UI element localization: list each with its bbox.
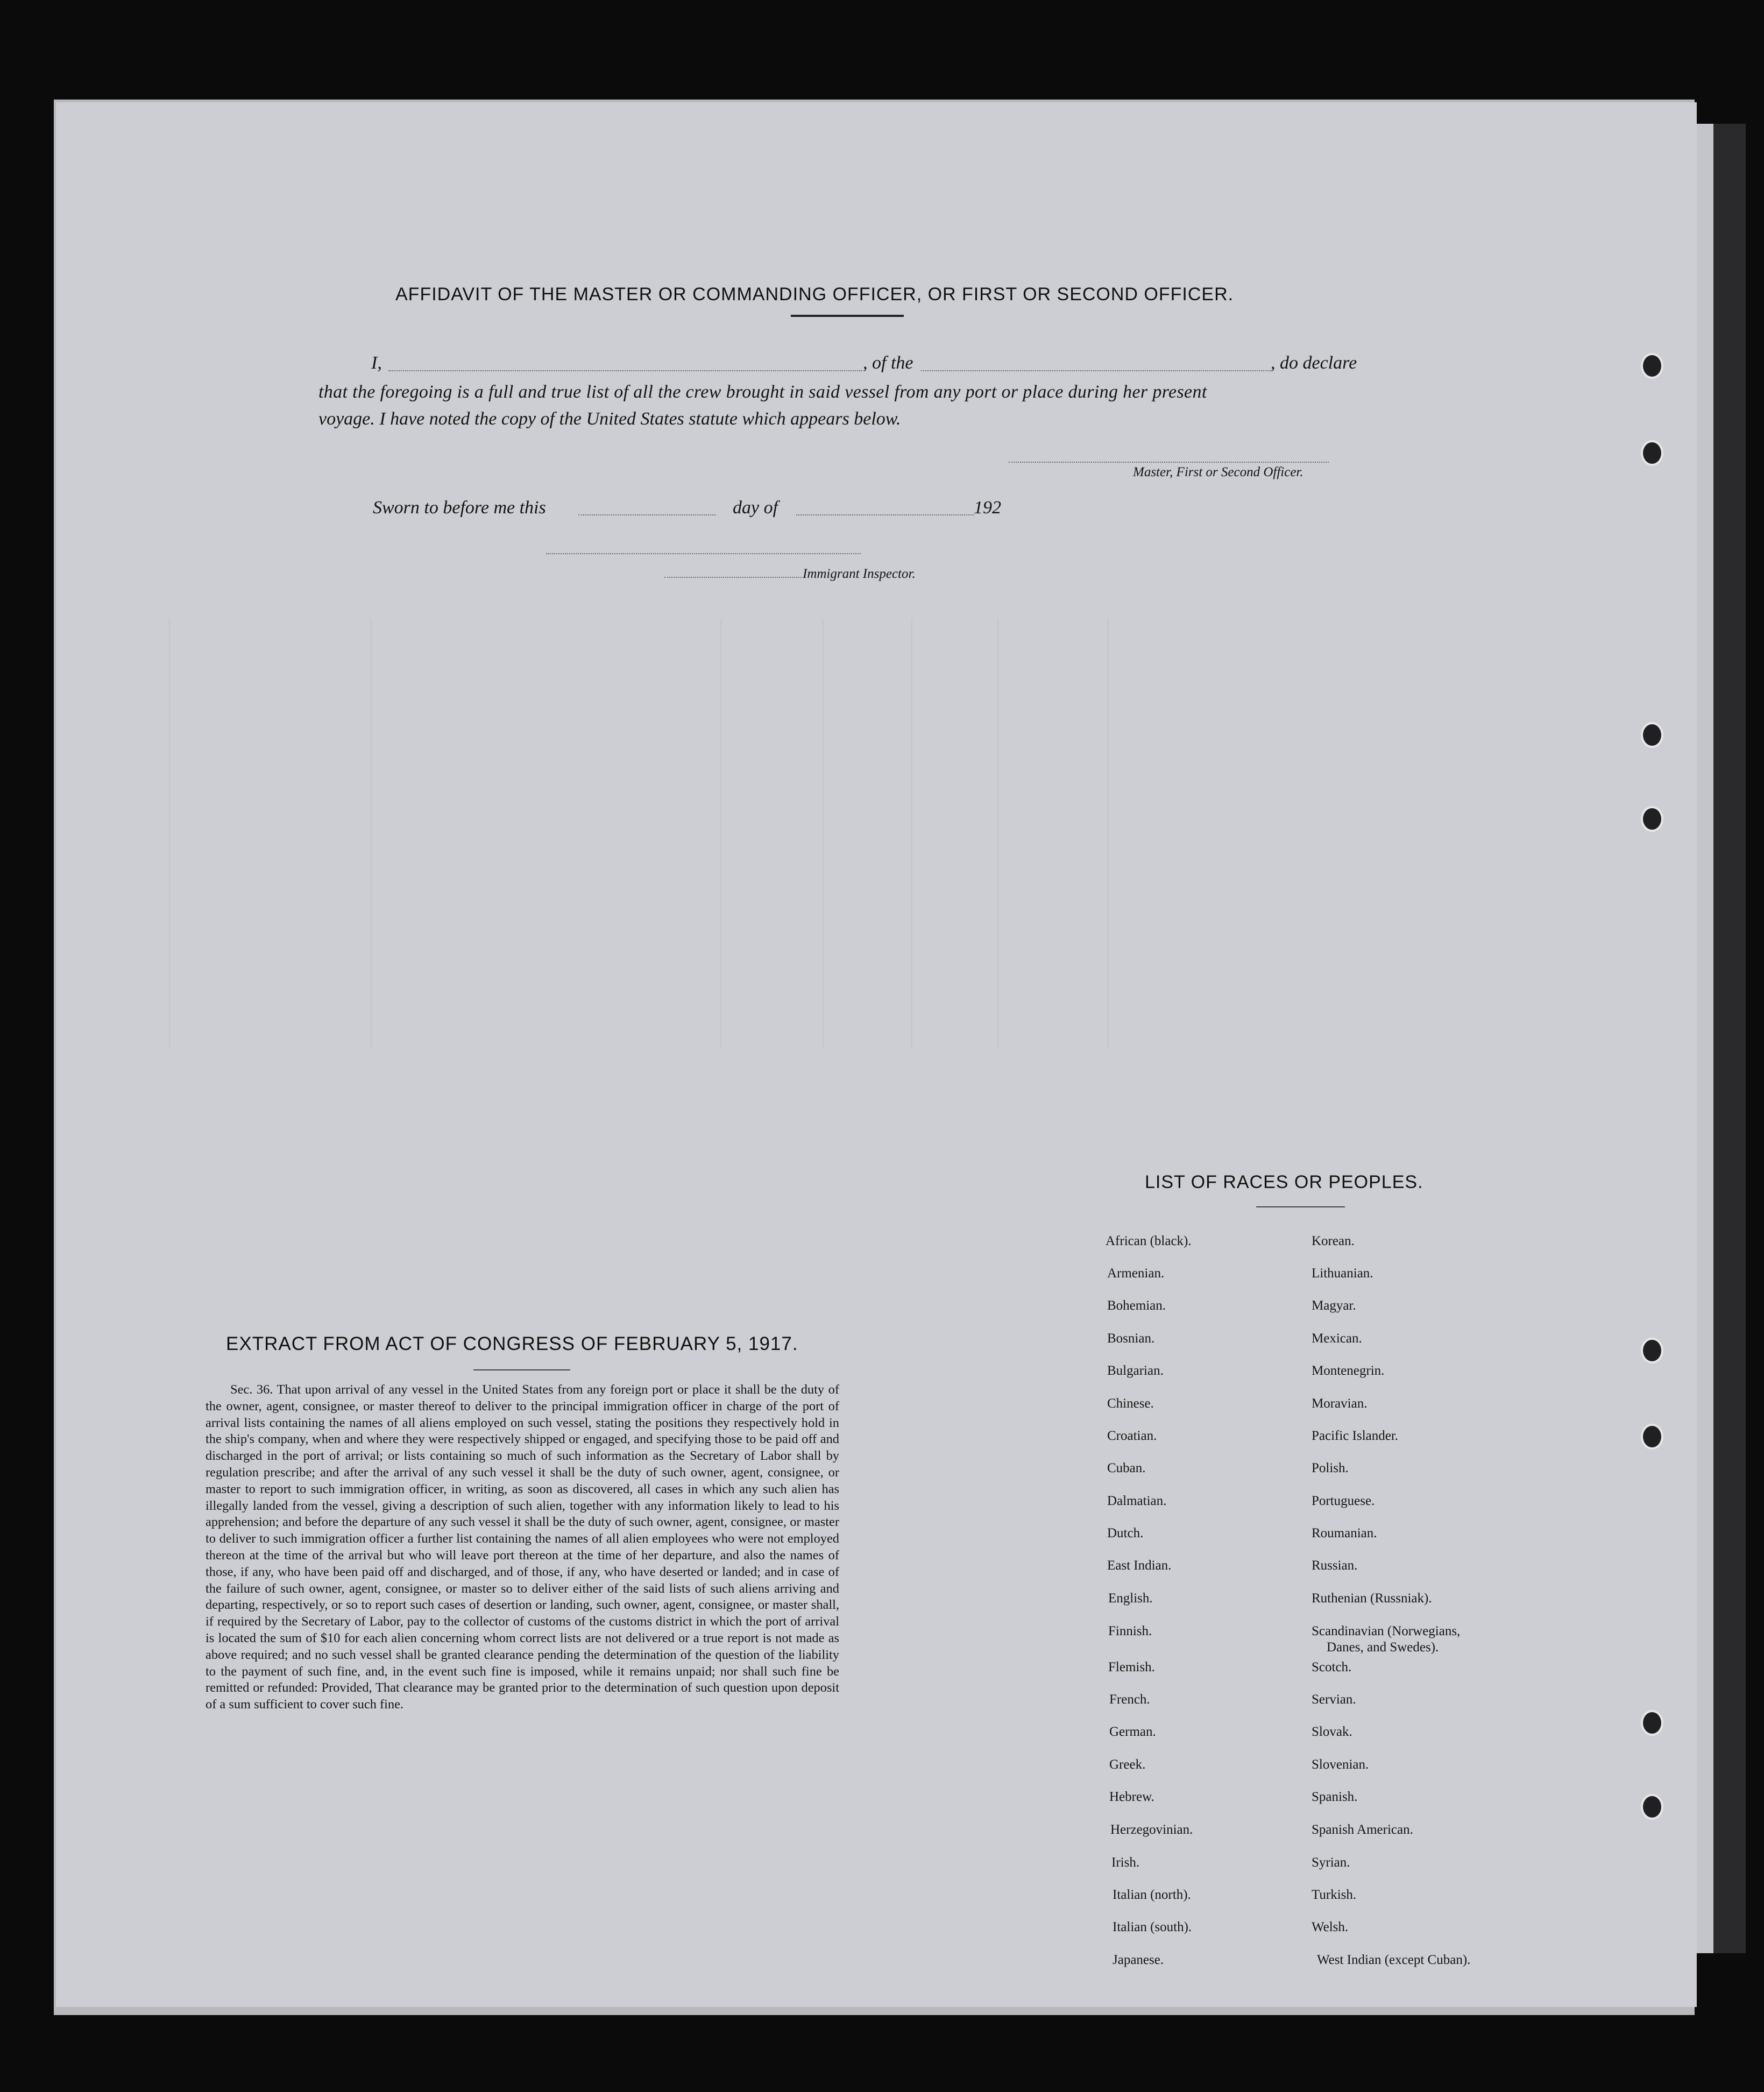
punch-hole [1641, 440, 1663, 466]
races-title-rule [1256, 1206, 1345, 1207]
master-signature-label: Master, First or Second Officer. [1133, 465, 1303, 479]
race-item: Roumanian. [1312, 1526, 1377, 1540]
race-item: Hebrew. [1109, 1790, 1154, 1804]
race-item: Greek. [1109, 1757, 1146, 1772]
race-item: Bohemian. [1107, 1298, 1166, 1313]
bleed-through-rule [997, 619, 998, 1049]
race-item: Mexican. [1312, 1331, 1362, 1346]
punch-hole [1641, 722, 1663, 748]
race-item: Slovak. [1312, 1725, 1352, 1739]
race-item: Spanish. [1312, 1790, 1358, 1804]
race-item: Portuguese. [1312, 1494, 1375, 1508]
punch-hole [1641, 1794, 1663, 1820]
race-item: French. [1109, 1692, 1150, 1707]
race-item: German. [1109, 1725, 1156, 1739]
master-signature-line [1009, 462, 1329, 463]
name-field-line [388, 370, 862, 371]
race-item: Scotch. [1312, 1660, 1352, 1674]
race-item: Dalmatian. [1107, 1494, 1167, 1508]
race-item: Herzegovinian. [1110, 1822, 1193, 1837]
race-item: Spanish American. [1312, 1822, 1413, 1837]
bleed-through-rule [371, 619, 372, 1049]
race-item: Bosnian. [1107, 1331, 1155, 1346]
race-item: Irish. [1111, 1855, 1140, 1870]
sworn-day-line [578, 514, 715, 515]
punch-hole [1641, 1338, 1663, 1363]
bleed-through-rule [911, 619, 912, 1049]
race-item: Croatian. [1107, 1429, 1157, 1443]
extract-title: EXTRACT FROM ACT OF CONGRESS OF FEBRUARY 5, 1917. [226, 1333, 798, 1354]
inspector-signature-line-1 [546, 553, 861, 554]
race-item: African (black). [1106, 1234, 1192, 1248]
race-item: Slovenian. [1312, 1757, 1369, 1772]
race-item: Flemish. [1108, 1660, 1155, 1674]
race-item: West Indian (except Cuban). [1317, 1953, 1471, 1967]
race-item: Magyar. [1312, 1298, 1356, 1313]
races-title: LIST OF RACES OR PEOPLES. [1145, 1172, 1423, 1192]
page-edge-shadow [1713, 124, 1746, 1953]
act-section-36-text: Sec. 36. That upon arrival of any vessel in the United States from any foreign port or place it shall be the duty of the owner, agent, consignee, or master thereof to deliver to the principal immigration officer in charge of the port of arrival lists containing the names of all aliens employed on such vessel, stating the positions they respectively hold in the ship's company, when and where they were respectively shipped or engaged, and specifying those to be paid off and discharged in the port of arrival; or lists containing so much of such information as the Secretary of Labor shall by regulation prescribe; and after the arrival of any such vessel it shall be the duty of such owner, agent, consignee, or master to report to such immigration officer, in writing, as soon as discovered, all cases in which any such alien has illegally landed from the vessel, giving a description of such alien, together with any information likely to lead to his apprehension; and before the departure of any such vessel it shall be the duty of such owner, agent, consignee, or master to deliver to such immigration officer a further list containing the names of all alien employees who were not employed thereon at the time of the arrival but who will leave port thereon at the time of her departure, and also the names of those, if any, who have been paid off and discharged, and of those, if any, who have deserted or landed; and in case of the failure of such owner, agent, consignee, or master so to deliver either of the said lists of such aliens arriving and departing, respectively, or so to report such cases of desertion or landing, such owner, agent, consignee, or master shall, if required by the Secretary of Labor, pay to the collector of customs of the customs district in which the port of arrival is located the sum of $10 for each alien concerning whom correct lists are not delivered or a true report is not made as above required; and no such vessel shall be granted clearance pending the determination of the question of the liability to the payment of such fine, and, in the event such fine is imposed, while it remains unpaid; nor shall such fine be remitted or refunded: Provided, That clearance may be granted prior to the determination of such question upon deposit of a sum sufficient to cover such fine. [206, 1382, 839, 1712]
affidavit-line1-start: I, [371, 353, 382, 373]
race-item: Turkish. [1312, 1888, 1357, 1902]
race-item: Russian. [1312, 1558, 1358, 1573]
day-of-text: day of [733, 498, 778, 518]
bleed-through-rule [823, 619, 824, 1049]
extract-title-rule [473, 1369, 570, 1370]
affidavit-line2: that the foregoing is a full and true list of all the crew brought in said vessel from any port or place during her present [318, 382, 1207, 402]
sworn-text: Sworn to before me this [373, 498, 546, 518]
race-item: Moravian. [1312, 1396, 1368, 1411]
sworn-month-line [796, 514, 974, 515]
punch-hole [1641, 353, 1663, 379]
punch-hole [1641, 1424, 1663, 1450]
race-item: Finnish. [1108, 1624, 1152, 1638]
punch-hole [1641, 1710, 1663, 1736]
title-rule [791, 315, 904, 317]
race-item: Syrian. [1312, 1855, 1350, 1870]
race-item: Polish. [1312, 1461, 1349, 1475]
race-item: Montenegrin. [1312, 1363, 1385, 1378]
inspector-signature-line-2 [664, 577, 802, 578]
year-prefix: 192 [974, 498, 1001, 518]
race-item: Welsh. [1312, 1920, 1349, 1934]
race-item: Dutch. [1107, 1526, 1144, 1540]
bleed-through-rule [1108, 619, 1109, 1049]
race-item: Ruthenian (Russniak). [1312, 1591, 1432, 1606]
race-item: Lithuanian. [1312, 1266, 1373, 1281]
race-item: Japanese. [1113, 1953, 1164, 1967]
punch-hole [1641, 806, 1663, 832]
race-item: Pacific Islander. [1312, 1429, 1399, 1443]
race-item: Servian. [1312, 1692, 1356, 1707]
race-item: Italian (south). [1113, 1920, 1192, 1934]
race-item: Bulgarian. [1107, 1363, 1164, 1378]
race-item: East Indian. [1107, 1558, 1172, 1573]
race-item: Korean. [1312, 1234, 1355, 1248]
affidavit-line1-mid: , of the [863, 353, 913, 373]
affidavit-line3: voyage. I have noted the copy of the United States statute which appears below. [318, 409, 901, 429]
inspector-label: Immigrant Inspector. [803, 567, 916, 581]
race-item: English. [1108, 1591, 1153, 1606]
bleed-through-rule [169, 619, 170, 1049]
race-item: Danes, and Swedes). [1327, 1640, 1439, 1655]
affidavit-title: AFFIDAVIT OF THE MASTER OR COMMANDING OFFICER, OR FIRST OR SECOND OFFICER. [395, 284, 1234, 305]
vessel-field-line [921, 370, 1271, 371]
race-item: Chinese. [1107, 1396, 1154, 1411]
bleed-through-rule [720, 619, 721, 1049]
race-item: Scandinavian (Norwegians, [1312, 1624, 1461, 1638]
race-item: Cuban. [1107, 1461, 1146, 1475]
race-item: Armenian. [1107, 1266, 1165, 1281]
affidavit-line1-end: , do declare [1271, 353, 1357, 373]
race-item: Italian (north). [1113, 1888, 1191, 1902]
